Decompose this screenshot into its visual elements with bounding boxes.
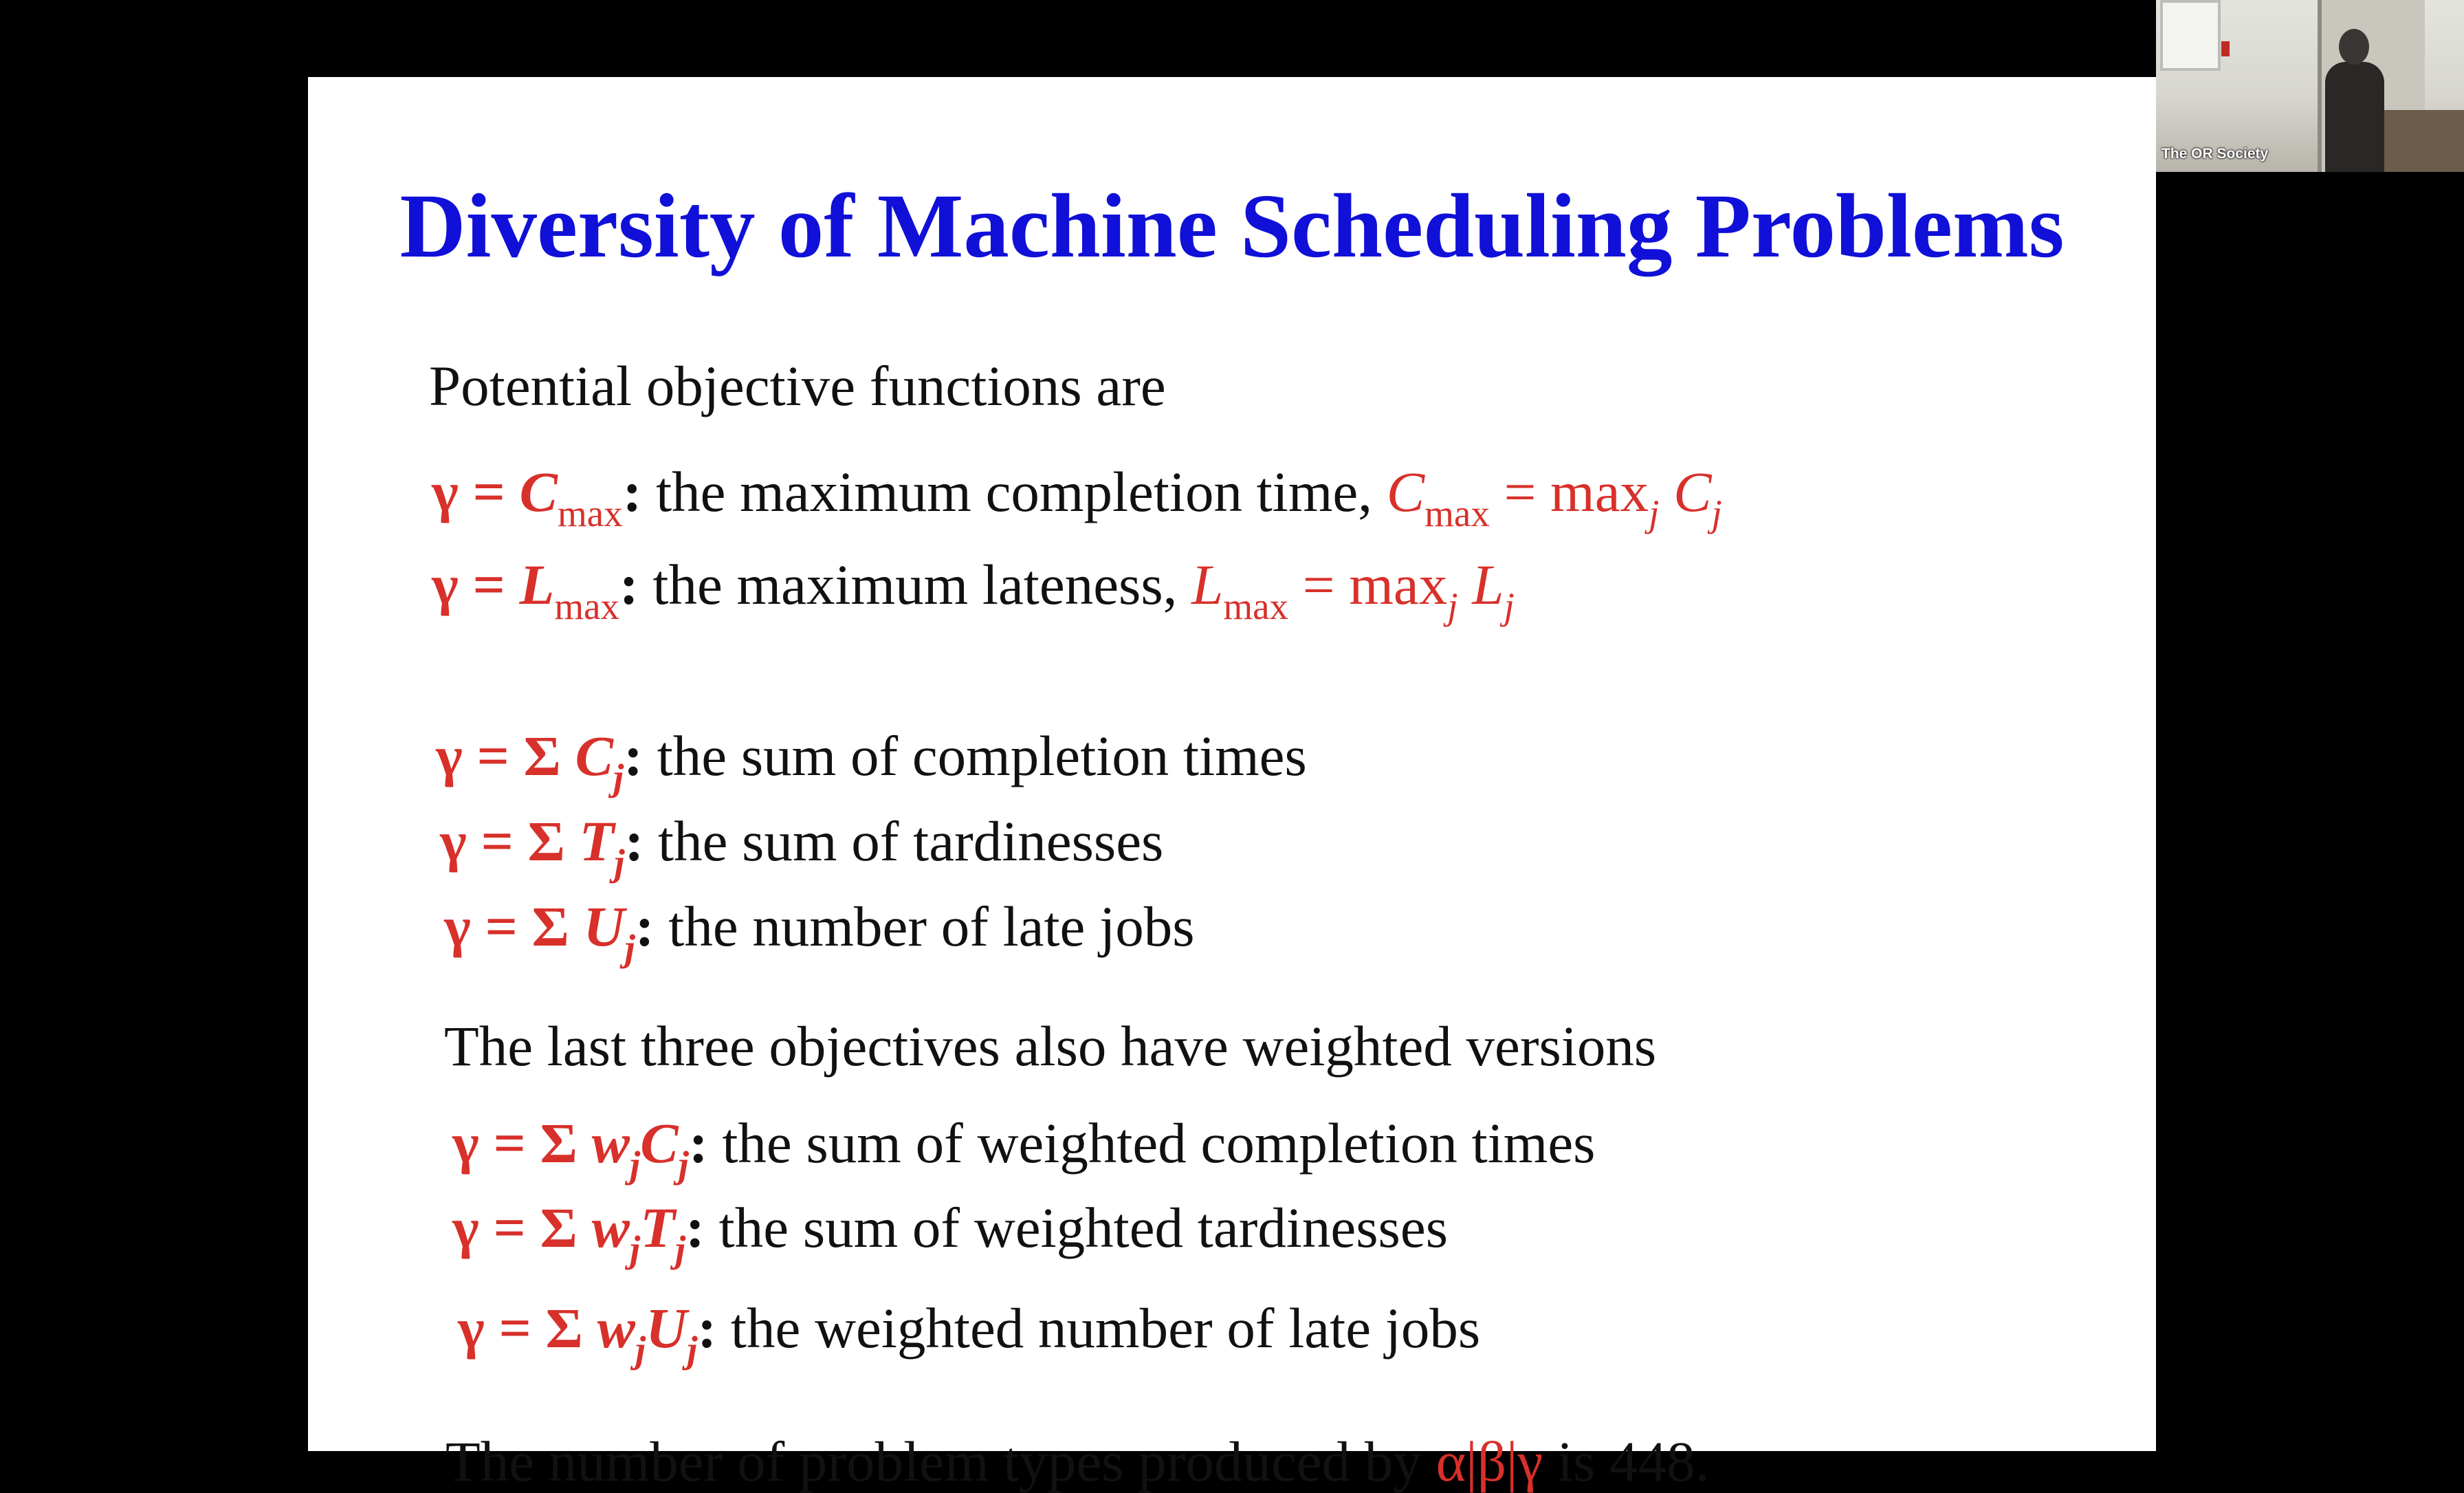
objective-symbol: L	[519, 553, 555, 616]
webcam-thumbnail[interactable]	[2156, 0, 2464, 172]
definition-index: j	[1649, 492, 1660, 534]
objective-colon: :	[635, 895, 654, 958]
presenter-head	[2339, 29, 2369, 65]
definition-symbol: C	[1386, 460, 1425, 523]
objective-subscript: j	[675, 1228, 686, 1270]
objective-text: the sum of weighted completion times	[707, 1111, 1596, 1175]
objective-gamma: γ =	[432, 553, 520, 616]
objective-colon: :	[619, 553, 639, 616]
webcam-window	[2160, 0, 2221, 71]
objective-subscript: j	[624, 927, 635, 969]
objective-symbol: U	[646, 1296, 688, 1360]
definition-rhs-subscript: j	[1504, 585, 1515, 627]
objectives-intro: Potential objective functions are	[429, 354, 1166, 417]
definition-symbol: L	[1191, 553, 1224, 616]
objective-symbol: T	[579, 809, 615, 873]
objective-gamma: γ = Σ	[452, 1111, 592, 1175]
definition-max: = max	[1489, 460, 1649, 523]
weight-subscript: j	[630, 1144, 641, 1186]
objective-subscript: j	[687, 1329, 698, 1371]
objective-symbol: U	[583, 895, 625, 958]
objective-subscript: j	[613, 756, 624, 798]
weight-subscript: j	[635, 1329, 646, 1371]
objective-colon: :	[622, 460, 642, 523]
objective-colon: :	[685, 1196, 705, 1259]
weight-symbol: w	[591, 1111, 630, 1175]
definition-rhs: L	[1458, 553, 1504, 616]
objective-symbol: C	[519, 460, 558, 523]
objective-sum-tj	[440, 809, 1164, 884]
conclusion-line	[446, 1430, 1710, 1493]
objective-subscript: max	[554, 585, 620, 627]
objective-colon: :	[624, 724, 643, 787]
objective-lmax	[432, 553, 1515, 627]
conclusion-result: is 448.	[1543, 1430, 1710, 1493]
conclusion-text: The number of problem types produced by	[446, 1430, 1436, 1493]
webcam-caption: The OR Society	[2162, 146, 2269, 162]
definition-max: = max	[1288, 553, 1448, 616]
objective-text: the weighted number of late jobs	[716, 1296, 1481, 1360]
objective-subscript: j	[614, 842, 625, 884]
definition-subscript: max	[1424, 492, 1490, 534]
objective-symbol: T	[640, 1196, 675, 1259]
objective-gamma: γ =	[432, 460, 520, 523]
objective-symbol: C	[575, 724, 614, 787]
objective-text: the sum of completion times	[642, 724, 1307, 787]
objective-colon: :	[624, 809, 644, 873]
objective-gamma: γ = Σ	[436, 724, 575, 787]
definition-rhs-subscript: j	[1711, 492, 1722, 534]
objective-text: the number of late jobs	[654, 895, 1195, 958]
webcam-wall-object	[2221, 41, 2230, 56]
slide-title: Diversity of Machine Scheduling Problems	[399, 175, 2065, 276]
definition-rhs: C	[1659, 460, 1712, 523]
objective-gamma: γ = Σ	[444, 895, 584, 958]
three-field-notation: α|β|γ	[1436, 1430, 1543, 1493]
objective-sum-cj	[436, 724, 1307, 798]
objective-weighted-cj	[452, 1111, 1596, 1186]
objective-text: the sum of weighted tardinesses	[704, 1196, 1448, 1259]
objective-colon: :	[697, 1296, 717, 1360]
objective-text: the sum of tardinesses	[644, 809, 1164, 873]
objective-gamma: γ = Σ	[458, 1296, 597, 1360]
weight-symbol: w	[597, 1296, 636, 1360]
weight-symbol: w	[591, 1196, 630, 1259]
objective-subscript: j	[678, 1144, 689, 1186]
objective-symbol: C	[640, 1111, 679, 1175]
objective-colon: :	[688, 1111, 708, 1175]
objective-sum-uj	[444, 895, 1195, 969]
definition-subscript: max	[1223, 585, 1289, 627]
presentation-slide	[308, 77, 2156, 1493]
objective-text: the maximum lateness,	[638, 553, 1192, 616]
weight-subscript: j	[630, 1228, 641, 1270]
objective-weighted-tj	[452, 1196, 1448, 1270]
objective-gamma: γ = Σ	[440, 809, 580, 873]
webcam-desk	[2376, 110, 2464, 172]
objective-gamma: γ = Σ	[452, 1196, 592, 1259]
objective-subscript: max	[558, 492, 623, 534]
objective-cmax	[432, 460, 1722, 534]
weighted-intro: The last three objectives also have weighted versions	[444, 1014, 1657, 1078]
objective-text: the maximum completion time,	[641, 460, 1387, 523]
objective-weighted-uj	[458, 1296, 1481, 1371]
definition-index: j	[1447, 585, 1458, 627]
presenter-body	[2325, 62, 2384, 172]
